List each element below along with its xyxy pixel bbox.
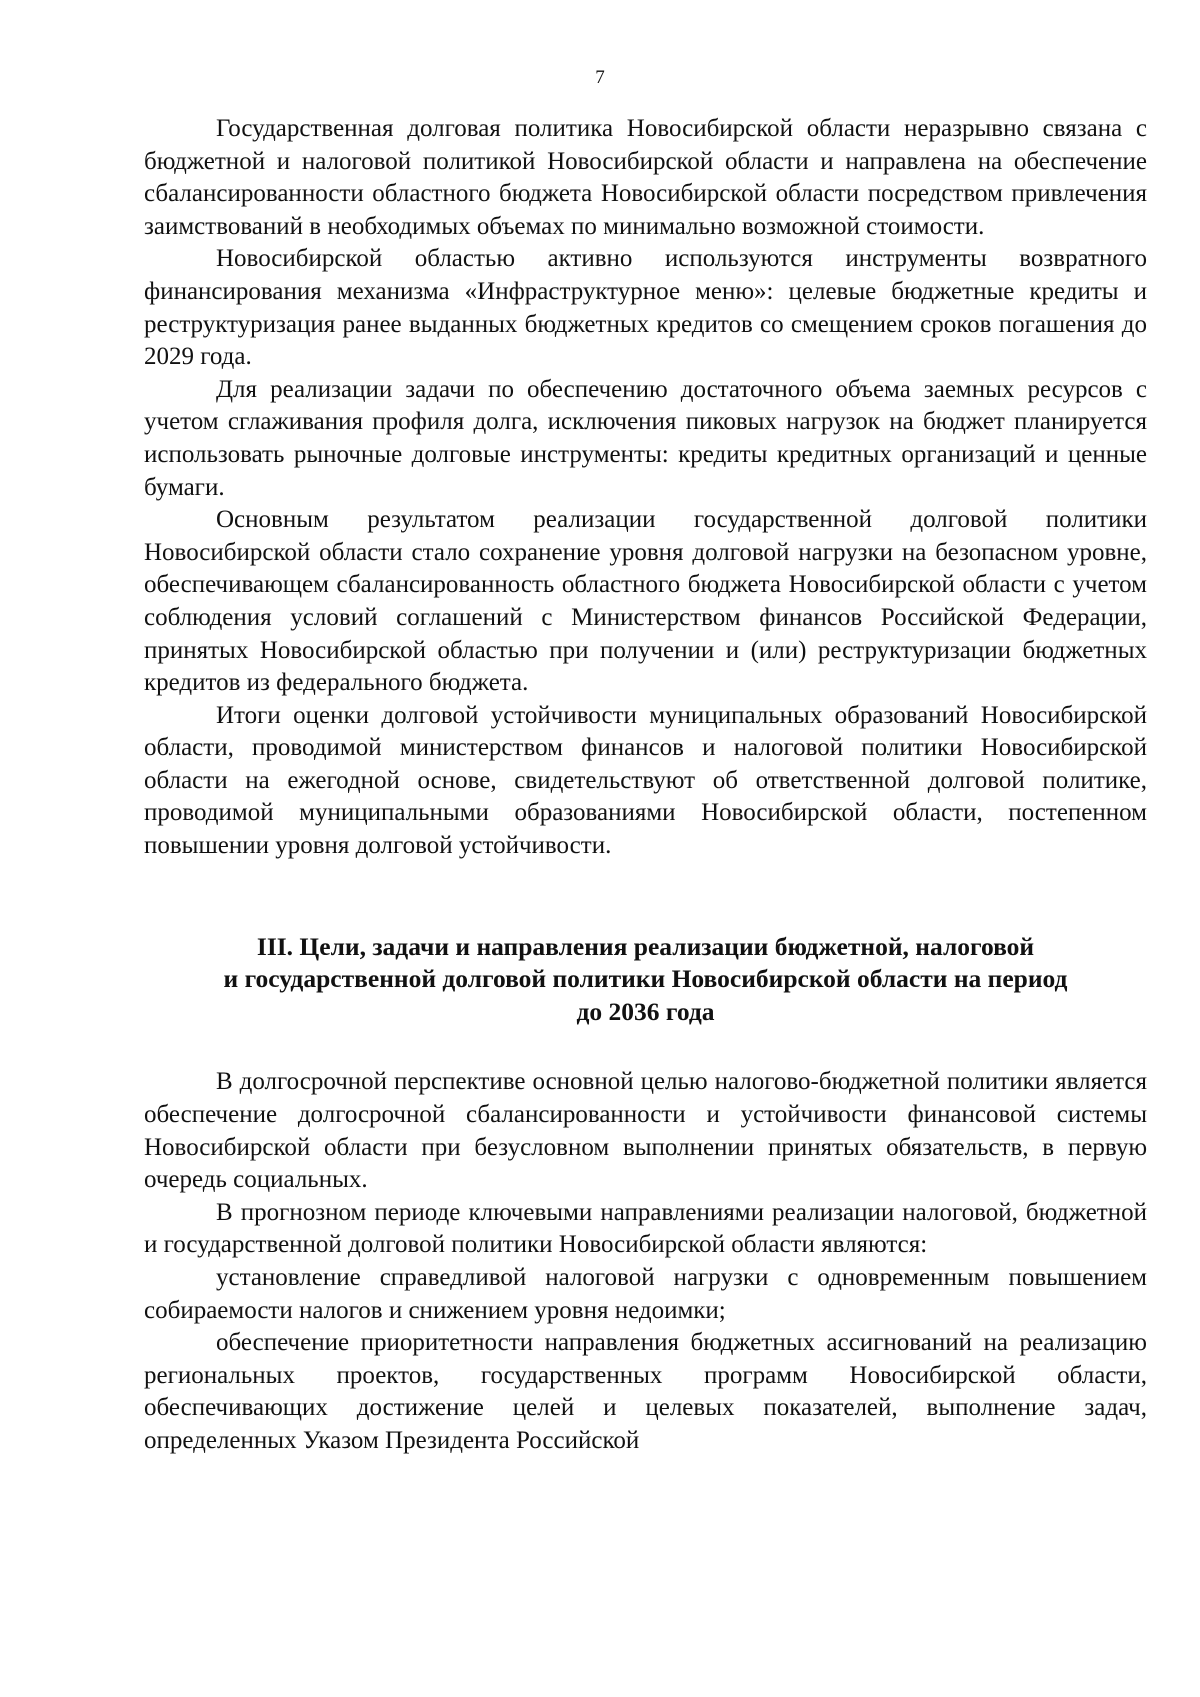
paragraph-debt-policy: Государственная долговая политика Новосибирской области неразрывно связана с бюджетной и налоговой политикой Новосибирской области и направлена на обеспечение сбалансированности областного бюджета Новосибирской области посредством привлечения заимствований в необходимых объемах по минимально возможной стоимости. <box>144 115 1147 240</box>
section-heading-line-3: до 2036 года <box>576 996 715 1026</box>
paragraph-long-term-goal: В долгосрочной перспективе основной целью налогово-бюджетной политики является обеспечение долгосрочной сбалансированности и устойчивости финансовой системы Новосибирской области при безусловном выполнении принятых обязательств, в первую очередь социальных. <box>144 1068 1147 1194</box>
section-heading-line-1: III. Цели, задачи и направления реализации бюджетной, налоговой <box>256 931 1035 961</box>
section-heading-line-2: и государственной долговой политики Новосибирской области на период <box>223 964 1068 994</box>
page-number: 7 <box>595 67 605 88</box>
paragraph-debt-results: Основным результатом реализации государственной долговой политики Новосибирской области стало сохранение уровня долговой нагрузки на безопасном уровне, обеспечивающем сбалансированность областного бюджета Новосибирской области с учетом соблюдения условий соглашений с Министерством финансов Российской Федерации, принятых Новосибирской областью при получении и (или) реструктуризации бюджетных кредитов из федерального бюджета. <box>144 506 1147 697</box>
section-heading <box>144 863 1147 1067</box>
paragraph-market-instruments: Для реализации задачи по обеспечению достаточного объема заемных ресурсов с учетом сглаживания профиля долга, исключения пиковых нагрузок на бюджет планируется использовать рыночные долговые инструменты: кредиты кредитных организаций и ценные бумаги. <box>144 375 1147 501</box>
document-body <box>144 113 1147 1458</box>
paragraph-municipal-assessment: Итоги оценки долговой устойчивости муниципальных образований Новосибирской области, проводимой министерством финансов и налоговой политики Новосибирской области на ежегодной основе, свидетельствуют об ответственной долговой политике, проводимой муниципальными образованиями Новосибирской области, постепенном повышении уровня долговой устойчивости. <box>144 701 1147 860</box>
list-item-budget-priorities: обеспечение приоритетности направления бюджетных ассигнований на реализацию региональных проектов, государственных программ Новосибирской области, обеспечивающих достижение целей и целевых показателей, выполнение задач, определенных Указом Президента Российской <box>144 1329 1147 1454</box>
list-item-fair-tax-burden: установление справедливой налоговой нагрузки с одновременным повышением собираемости налогов и снижением уровня недоимки; <box>144 1264 1147 1324</box>
paragraph-infrastructure-menu: Новосибирской областью активно используются инструменты возвратного финансирования механизма «Инфраструктурное меню»: целевые бюджетные кредиты и реструктуризация ранее выданных бюджетных кредитов со смещением сроков погашения до 2029 года. <box>144 245 1147 371</box>
paragraph-key-directions: В прогнозном периоде ключевыми направлениями реализации налоговой, бюджетной и государственной долговой политики Новосибирской области являются: <box>144 1198 1147 1259</box>
